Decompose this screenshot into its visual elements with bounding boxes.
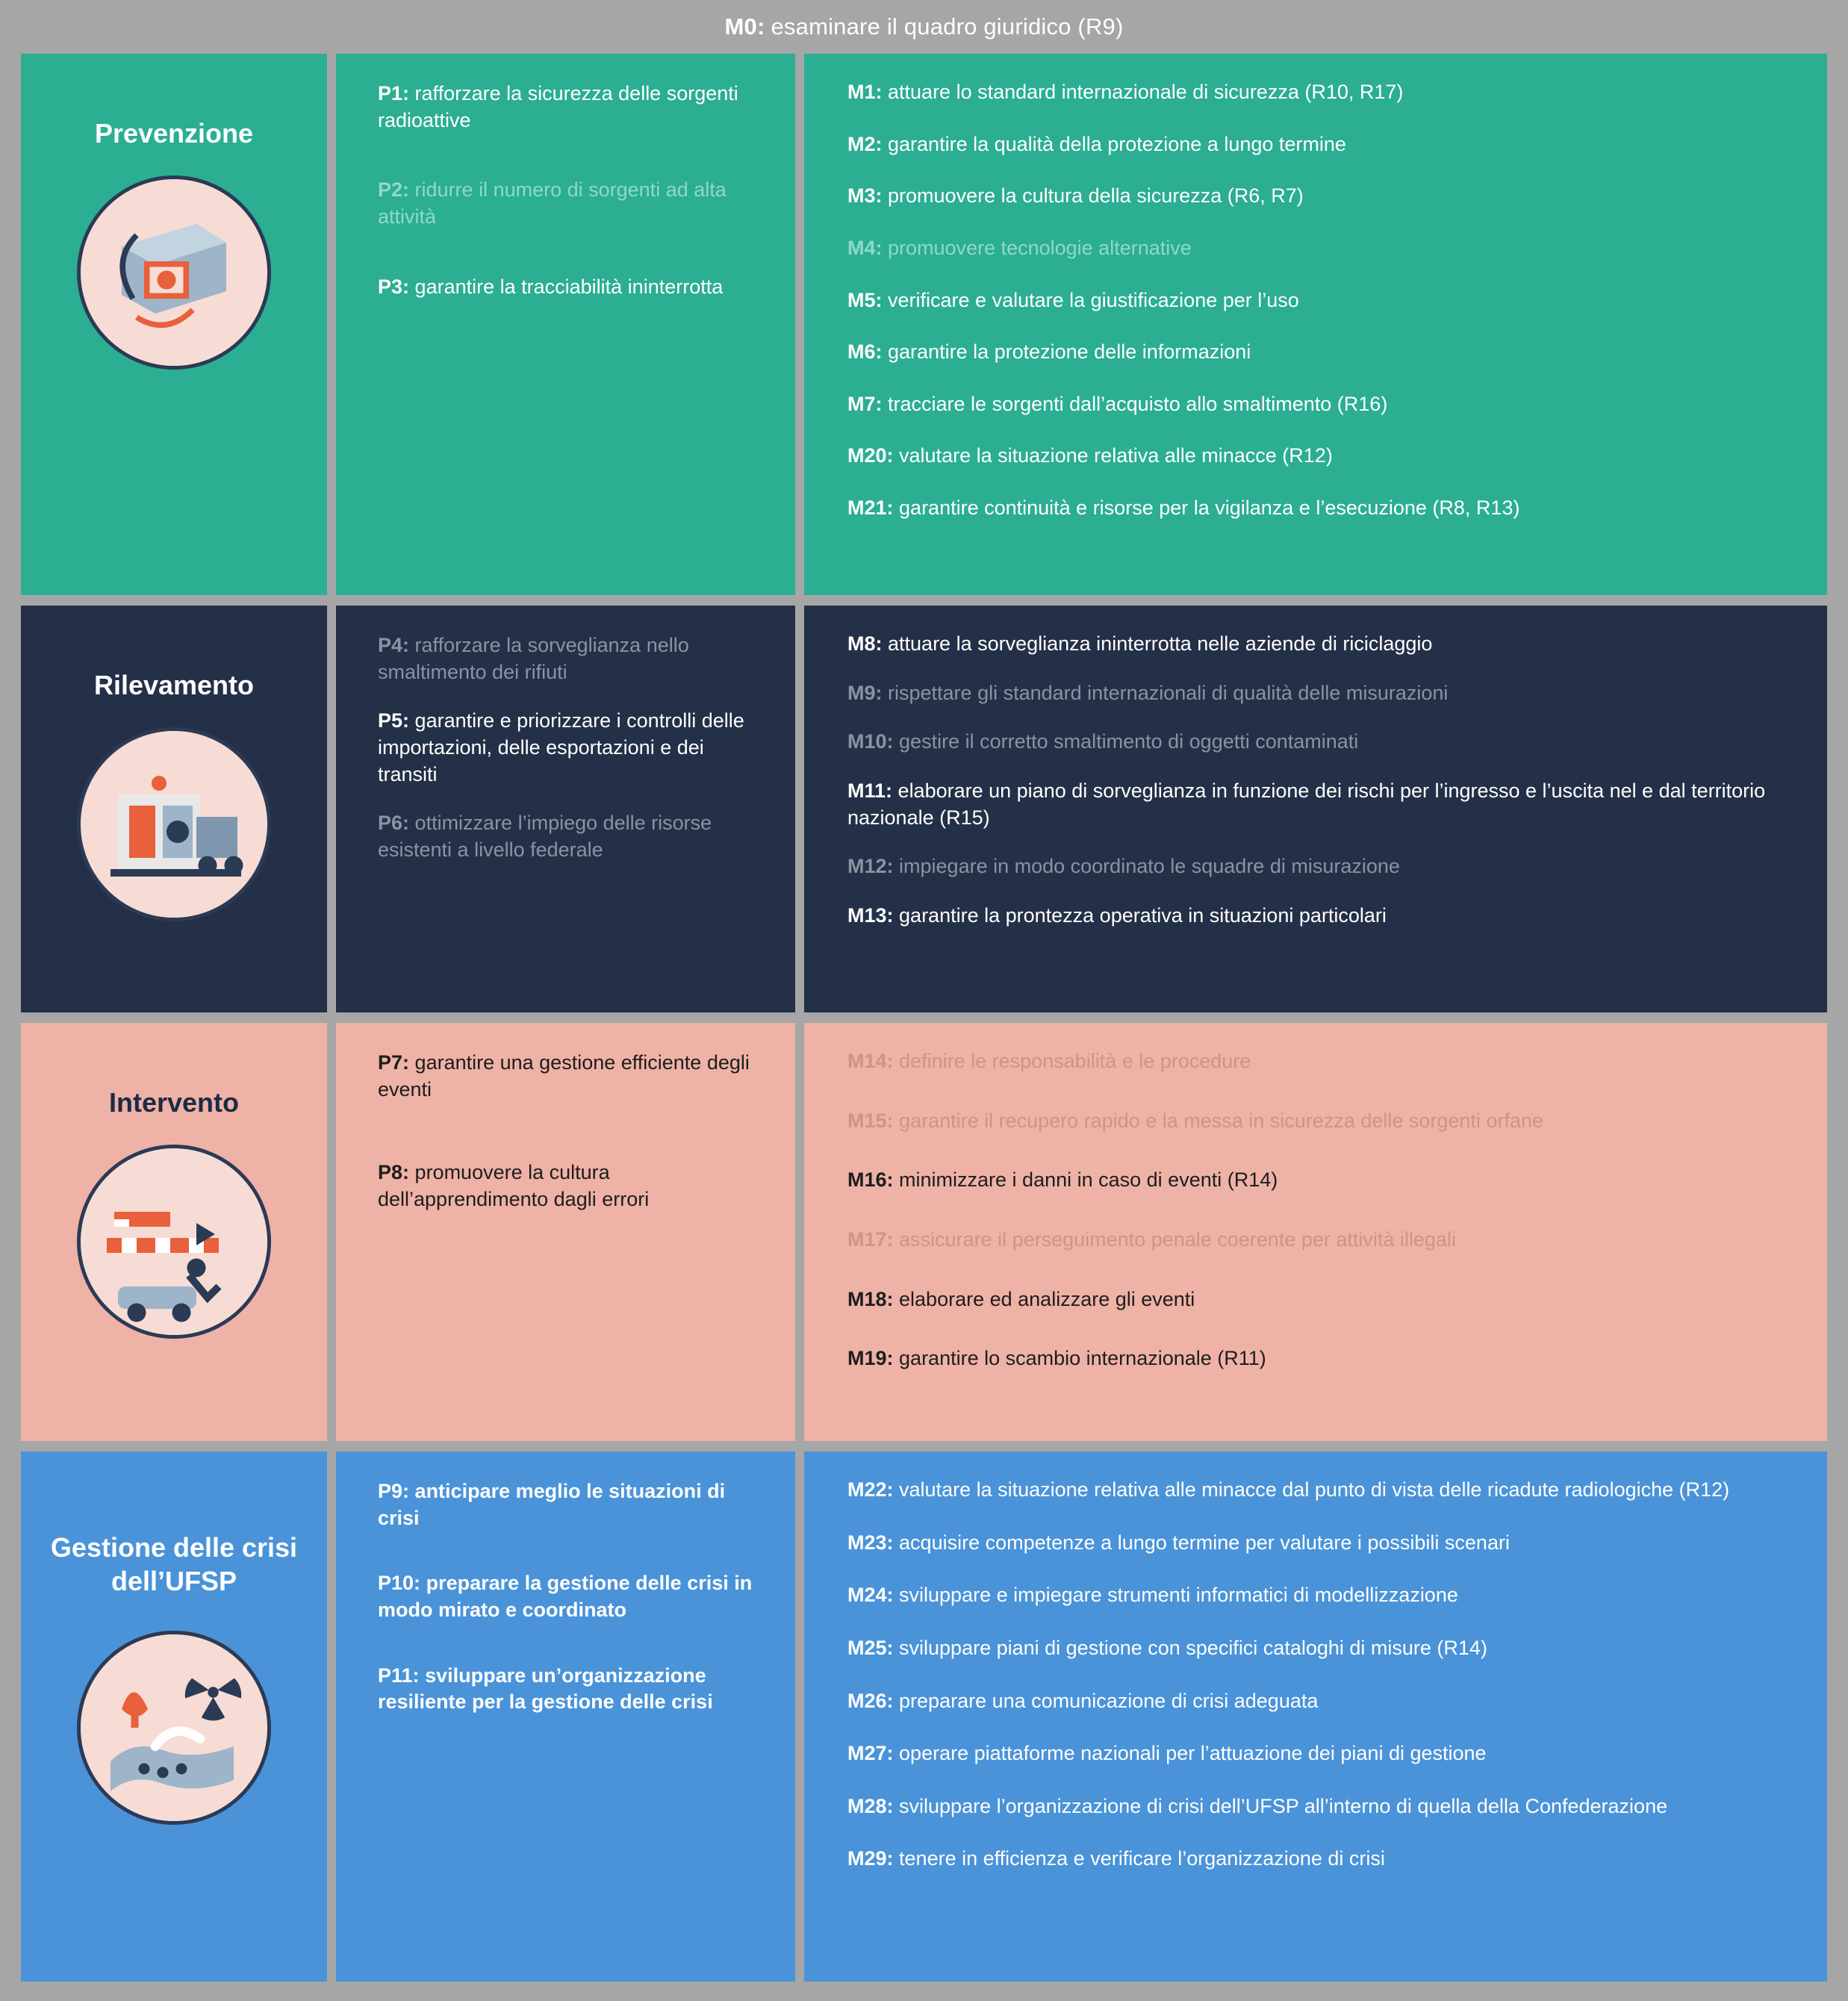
- goal-code: P11:: [378, 1664, 420, 1687]
- goal-text: garantire la tracciabilità ininterrotta: [414, 275, 724, 298]
- goal-item: [378, 274, 765, 301]
- measure-item: [847, 1345, 1797, 1372]
- measure-text: sviluppare e impiegare strumenti informatici di modellizzazione: [899, 1584, 1458, 1607]
- crisis-management-map-icon: [77, 1631, 271, 1825]
- measure-item: [847, 729, 1797, 756]
- measure-text: definire le responsabilità e le procedure: [899, 1050, 1251, 1072]
- goal-item: [378, 81, 765, 134]
- measure-item: [847, 1286, 1797, 1313]
- goal-text: sviluppare un’organizzazione resiliente per la gestione delle crisi: [378, 1664, 713, 1714]
- goals-prevenzione: [336, 54, 795, 595]
- goal-code: P4:: [378, 634, 410, 656]
- emergency-response-scene-icon: [77, 1145, 271, 1339]
- measure-text: garantire il recupero rapido e la messa in sicurezza delle sorgenti orfane: [899, 1109, 1543, 1132]
- header-text: esaminare il quadro giuridico (R9): [771, 13, 1124, 40]
- goal-text: preparare la gestione delle crisi in modo mirato e coordinato: [378, 1572, 753, 1621]
- measure-item: [847, 1793, 1797, 1820]
- measure-item: [847, 853, 1797, 880]
- measure-code: M17:: [847, 1227, 894, 1251]
- category-gestione: [21, 1451, 327, 1982]
- measure-code: M1:: [847, 81, 883, 103]
- measure-item: [847, 1530, 1797, 1557]
- goal-text: rafforzare la sorveglianza nello smaltimento dei rifiuti: [378, 634, 689, 683]
- measure-text: promuovere tecnologie alternative: [888, 236, 1192, 259]
- measure-code: M25:: [847, 1636, 894, 1659]
- header-code: M0:: [724, 13, 765, 40]
- measure-text: attuare la sorveglianza ininterrotta nelle aziende di riciclaggio: [888, 632, 1433, 655]
- goal-code: P1:: [378, 82, 410, 105]
- measure-item: [847, 1740, 1797, 1767]
- goal-item: [378, 708, 765, 788]
- header-bar: [0, 0, 1848, 54]
- goal-text: garantire una gestione efficiente degli eventi: [378, 1051, 750, 1101]
- measure-text: gestire il corretto smaltimento di oggetti contaminati: [899, 730, 1359, 753]
- measure-text: elaborare ed analizzare gli eventi: [899, 1287, 1195, 1310]
- measure-code: M13:: [847, 903, 894, 927]
- goal-item: [378, 1663, 765, 1716]
- measure-code: M22:: [847, 1478, 894, 1501]
- measure-text: garantire lo scambio internazionale (R11): [899, 1347, 1266, 1370]
- measure-code: M10:: [847, 730, 894, 753]
- measure-text: elaborare un piano di sorveglianza in funzione dei rischi per l’ingresso e l’uscita nel e dal territorio nazionale (R15): [847, 779, 1766, 829]
- measure-text: valutare la situazione relativa alle minacce dal punto di vista delle ricadute radiologiche (R12): [899, 1478, 1730, 1501]
- measures-prevenzione: [804, 54, 1827, 595]
- measure-text: promuovere la cultura della sicurezza (R6, R7): [888, 184, 1304, 208]
- goal-code: P5:: [378, 709, 410, 732]
- goals-rilevamento: [336, 606, 795, 1012]
- measure-text: verificare e valutare la giustificazione per l’uso: [888, 288, 1299, 311]
- measure-item: [847, 79, 1797, 106]
- category-intervento: [21, 1023, 327, 1441]
- category-prevenzione: [21, 54, 327, 595]
- measure-text: sviluppare l’organizzazione di crisi dell’UFSP all’interno di quella della Confederazione: [899, 1794, 1668, 1817]
- measure-code: M29:: [847, 1847, 894, 1870]
- measure-text: impiegare in modo coordinato le squadre di misurazione: [899, 855, 1400, 878]
- goals-intervento: [336, 1023, 795, 1441]
- measure-item: [847, 443, 1797, 470]
- row-intervento: [21, 1023, 1827, 1441]
- goal-item: [378, 632, 765, 685]
- measure-text: minimizzare i danni in caso di eventi (R14): [899, 1168, 1278, 1192]
- goal-text: ottimizzare l’impiego delle risorse esistenti a livello federale: [378, 812, 712, 861]
- goal-item: [378, 810, 765, 863]
- measure-code: M14:: [847, 1050, 894, 1072]
- measure-text: garantire la qualità della protezione a lungo termine: [888, 132, 1346, 155]
- measure-code: M6:: [847, 340, 883, 364]
- measure-code: M8:: [847, 632, 883, 655]
- measure-code: M28:: [847, 1794, 894, 1817]
- measures-intervento: [804, 1023, 1827, 1441]
- measure-item: [847, 339, 1797, 366]
- measure-code: M11:: [847, 779, 893, 802]
- measure-item: [847, 1167, 1797, 1194]
- measure-item: [847, 1048, 1797, 1075]
- measure-code: M7:: [847, 392, 883, 415]
- measure-text: operare piattaforme nazionali per l’attuazione dei piani di gestione: [899, 1742, 1487, 1765]
- goal-code: P8:: [378, 1161, 410, 1184]
- rows-container: [0, 54, 1848, 2001]
- goal-code: P7:: [378, 1051, 410, 1074]
- measure-item: [847, 131, 1797, 158]
- measure-item: [847, 778, 1797, 831]
- measure-code: M18:: [847, 1287, 894, 1310]
- measure-code: M12:: [847, 855, 894, 878]
- measure-item: [847, 1477, 1797, 1504]
- goal-code: P3:: [378, 275, 410, 298]
- category-title: Prevenzione: [94, 118, 254, 149]
- goal-item: [378, 1050, 765, 1103]
- measure-item: [847, 391, 1797, 418]
- measure-item: [847, 631, 1797, 658]
- measure-item: [847, 1688, 1797, 1715]
- measure-item: [847, 903, 1797, 930]
- measure-code: M27:: [847, 1742, 894, 1765]
- goal-code: P2:: [378, 178, 410, 202]
- measure-code: M15:: [847, 1109, 894, 1132]
- measure-code: M2:: [847, 132, 883, 155]
- measure-text: garantire la prontezza operativa in situazioni particolari: [899, 903, 1387, 927]
- measure-code: M20:: [847, 444, 894, 467]
- measure-item: [847, 1635, 1797, 1662]
- goal-text: anticipare meglio le situazioni di crisi: [378, 1480, 726, 1529]
- measure-text: tracciare le sorgenti dall’acquisto allo smaltimento (R16): [888, 392, 1388, 415]
- measure-item: [847, 1582, 1797, 1609]
- measure-code: M26:: [847, 1689, 894, 1712]
- row-prevenzione: [21, 54, 1827, 595]
- goal-code: P9:: [378, 1480, 410, 1502]
- measure-text: attuare lo standard internazionale di sicurezza (R10, R17): [888, 81, 1404, 103]
- measures-rilevamento: [804, 606, 1827, 1012]
- measure-text: preparare una comunicazione di crisi adeguata: [899, 1689, 1319, 1712]
- goals-gestione: [336, 1451, 795, 1982]
- goal-item: [378, 1570, 765, 1623]
- goal-text: rafforzare la sicurezza delle sorgenti radioattive: [378, 82, 738, 131]
- measure-text: acquisire competenze a lungo termine per valutare i possibili scenari: [899, 1531, 1510, 1554]
- goal-text: garantire e priorizzare i controlli delle importazioni, delle esportazioni e dei transiti: [378, 709, 744, 785]
- row-rilevamento: [21, 606, 1827, 1012]
- measure-text: garantire la protezione delle informazioni: [888, 340, 1251, 364]
- category-title: Rilevamento: [93, 670, 255, 700]
- measure-code: M16:: [847, 1168, 894, 1192]
- category-title: Gestione delle crisi dell’UFSP: [50, 1532, 298, 1596]
- goal-item: [378, 177, 765, 230]
- measure-code: M21:: [847, 497, 894, 519]
- radioactive-source-container-icon: [77, 175, 271, 370]
- goal-text: promuovere la cultura dell’apprendimento dagli errori: [378, 1161, 650, 1210]
- measure-code: M23:: [847, 1531, 894, 1554]
- goal-code: P10:: [378, 1572, 421, 1595]
- measure-code: M5:: [847, 288, 883, 311]
- measure-item: [847, 183, 1797, 210]
- category-title: Intervento: [108, 1087, 240, 1118]
- goal-code: P6:: [378, 812, 410, 835]
- measure-text: valutare la situazione relativa alle minacce (R12): [899, 444, 1333, 467]
- measure-text: garantire continuità e risorse per la vigilanza e l’esecuzione (R8, R13): [899, 497, 1520, 519]
- measure-code: M4:: [847, 236, 883, 259]
- measure-text: rispettare gli standard internazionali di qualità delle misurazioni: [888, 681, 1449, 704]
- measure-item: [847, 1227, 1797, 1254]
- category-rilevamento: [21, 606, 327, 1012]
- measure-text: assicurare il perseguimento penale coerente per attività illegali: [899, 1227, 1456, 1251]
- measure-item: [847, 287, 1797, 314]
- measure-item: [847, 1846, 1797, 1873]
- goal-item: [378, 1478, 765, 1531]
- row-gestione: [21, 1451, 1827, 1982]
- measure-item: [847, 1108, 1797, 1135]
- measure-item: [847, 495, 1797, 522]
- measures-gestione: [804, 1451, 1827, 1982]
- measure-item: [847, 680, 1797, 707]
- measure-text: sviluppare piani di gestione con specifici cataloghi di misure (R14): [899, 1636, 1487, 1659]
- measure-text: tenere in efficienza e verificare l’organizzazione di crisi: [899, 1847, 1385, 1870]
- goal-item: [378, 1160, 765, 1213]
- measure-code: M9:: [847, 681, 883, 704]
- radiation-truck-detection-icon: [77, 727, 271, 921]
- measure-code: M3:: [847, 184, 883, 208]
- measure-code: M19:: [847, 1347, 894, 1370]
- goal-text: ridurre il numero di sorgenti ad alta attività: [378, 178, 727, 228]
- measure-code: M24:: [847, 1584, 894, 1607]
- measure-item: [847, 235, 1797, 262]
